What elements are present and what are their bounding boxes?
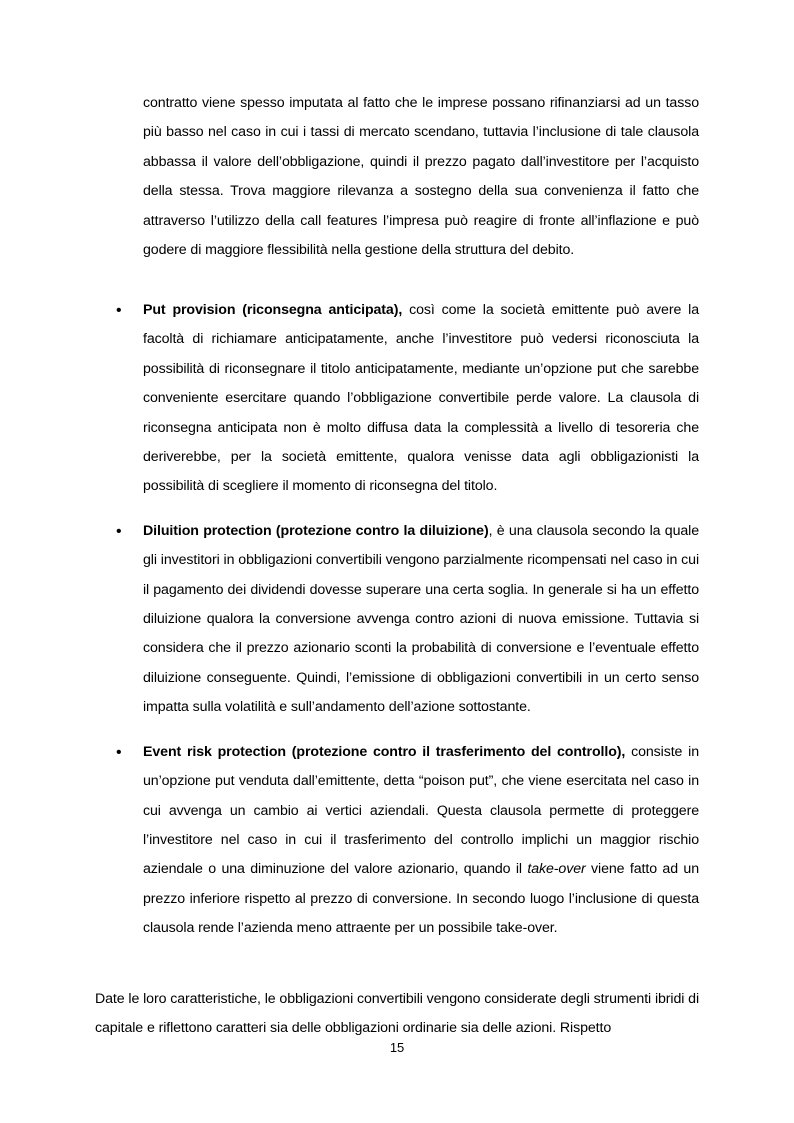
clause-text: viene fatto ad un prezzo inferiore rispetto al prezzo di conversione. In secondo luogo l’inclusione di questa clausola rende l’azienda meno attraente per un possibile take-over. xyxy=(143,861,699,937)
page-number: 15 xyxy=(389,1040,405,1055)
clause-term: Put provision (riconsegna anticipata), xyxy=(143,302,403,318)
clause-text: così come la società emittente può avere la facoltà di richiamare anticipatamente, anche l’investitore può vedersi riconosciuta la possibilità di riconsegnare il titolo anticipatamente, mediante un’opzione put che sarebbe conveniente esercitare quando l’obbligazione convertibile perde valore. La clausola di riconsegna anticipata non è molto diffusa data la complessità a livello di tesoreria che deriverebbe, per la società emittente, qualora venisse data agli obbligazionisti la possibilità di scegliere il momento di riconsegna del titolo. xyxy=(143,302,699,495)
clause-italic-term: take-over xyxy=(527,861,586,878)
bullet-icon: • xyxy=(116,743,122,761)
clause-list xyxy=(116,296,700,944)
clause-term: Event risk protection (protezione contro il trasferimento del controllo), xyxy=(143,743,626,760)
clause-term: Diluition protection (protezione contro la diluizione) xyxy=(143,522,489,539)
clause-text: consiste in un’opzione put venduta dall’emittente, detta “poison put”, che viene esercitata nel caso in cui avvenga un cambio ai vertici aziendali. Questa clausola permette di proteggere l’investitore nel caso in cui il trasferimento del controllo implichi un maggior rischio aziendale o una diminuzione del valore azionario, quando il xyxy=(143,743,699,878)
intro-paragraph: contratto viene spesso imputata al fatto che le imprese possano rifinanziarsi ad un tasso più basso nel caso in cui i tassi di mercato scendano, tuttavia l’inclusione di tale clausola abbassa il valore dell’obbligazione, quindi il prezzo pagato dall’investitore per l’acquisto della stessa. Trova maggiore rilevanza a sostegno della sua convenienza il fatto che attraverso l’utilizzo della call features l’impresa può reagire di fronte all’inflazione e può godere di maggiore flessibilità nella gestione della struttura del debito. xyxy=(143,95,699,259)
bullet-icon: • xyxy=(116,522,122,540)
list-item xyxy=(116,296,699,502)
bullet-icon: • xyxy=(116,302,122,319)
clause-text: , è una clausola secondo la quale gli investitori in obbligazioni convertibili vengono parzialmente ricompensati nel caso in cui il pagamento dei dividendi dovesse superare una certa soglia. In generale si ha un effetto diluizione qualora la conversione avvenga contro azioni di nuova emissione. Tuttavia si considera che il prezzo azionario sconti la probabilità di conversione e l’eventuale effetto diluizione conseguente. Quindi, l’emissione di obbligazioni convertibili in un certo senso impatta sulla volatilità e sull’andamento dell’azione sottostante. xyxy=(143,522,700,716)
closing-paragraph: Date le loro caratteristiche, le obbligazioni convertibili vengono considerate degli strumenti ibridi di capitale e riflettono caratteri sia delle obbligazioni ordinarie sia delle azioni. Rispetto xyxy=(95,991,699,1037)
list-item xyxy=(116,738,699,944)
list-item xyxy=(116,517,700,723)
